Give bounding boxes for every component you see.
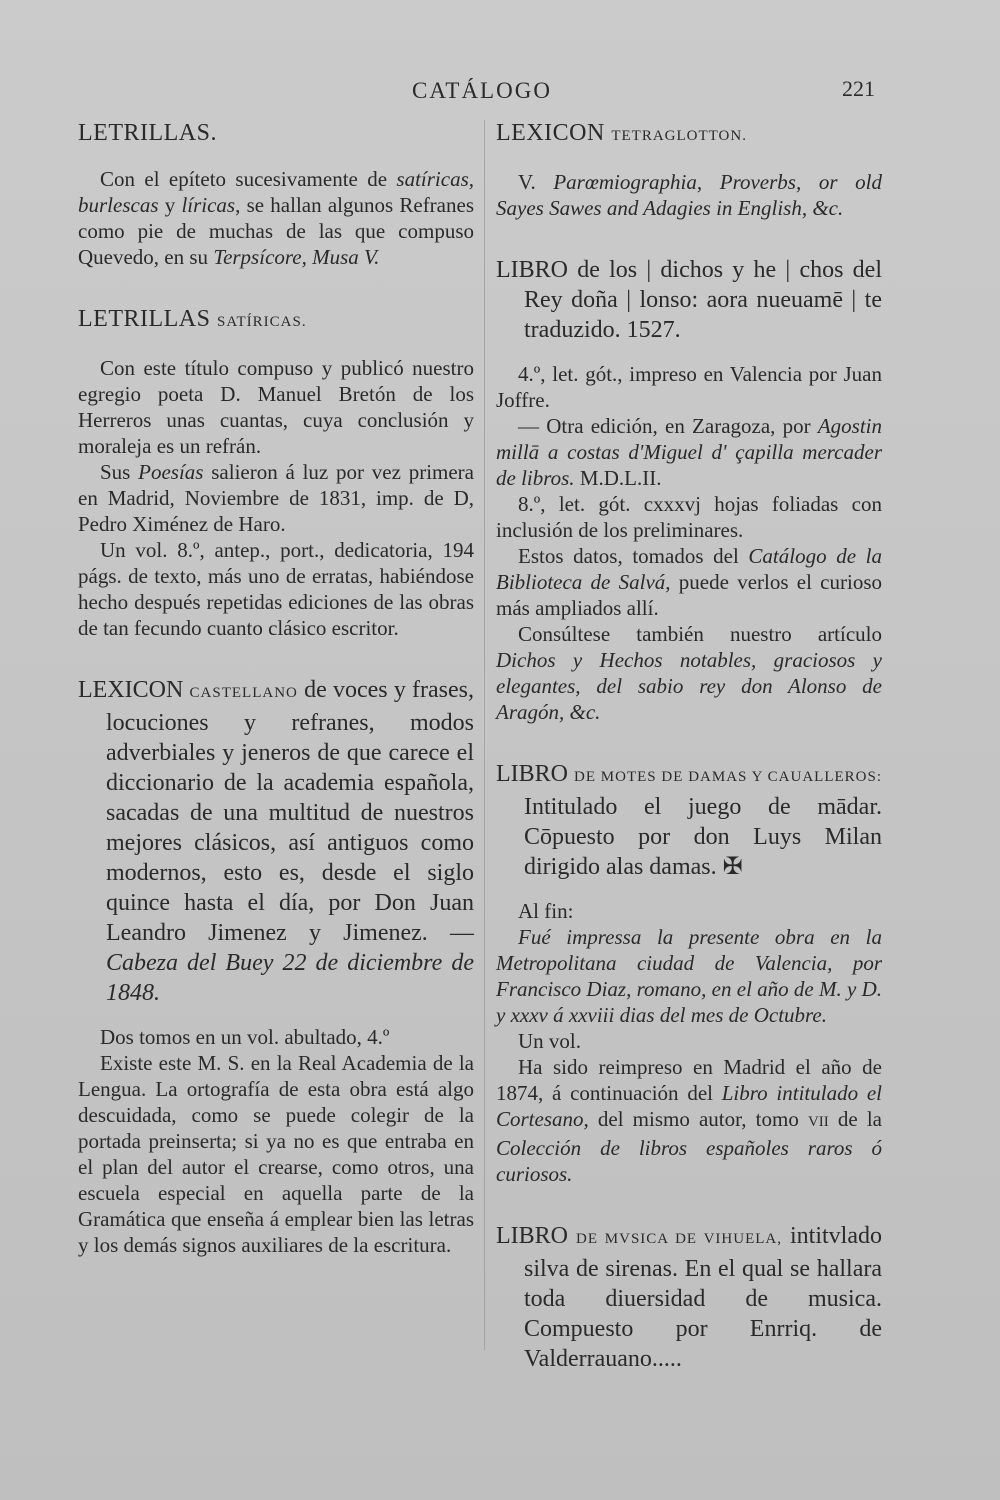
heading-smallcaps: DE MVSICA DE VIHUELA, <box>576 1231 782 1247</box>
entry-paragraph <box>78 459 474 537</box>
italic-run: Terpsícore, Musa V. <box>213 245 380 269</box>
heading-smallcaps: DE MOTES DE DAMAS Y CAUALLEROS: <box>574 769 882 785</box>
italic-run: Catálogo de la Biblioteca de Salvá, <box>496 544 882 594</box>
entry-heading: LIBRO de los | dichos y he | chos del Rey doña | lonso: aora nueuamē | te traduzido. 1527. <box>496 257 882 343</box>
entry-paragraph <box>496 924 882 1028</box>
smallcaps-run: VII <box>807 1114 829 1130</box>
entry-libro-musica <box>496 1221 882 1374</box>
italic-run: Libro intitulado el Cortesano, <box>496 1081 882 1131</box>
italic-run: Fué impressa la presente obra en la Metropolitana ciudad de Valencia, por Francisco Diaz, romano, en el año de M. y D. y xxxv á xxviii dias del mes de Octubre. <box>496 925 882 1027</box>
entry-paragraph <box>496 413 882 491</box>
text-run: puede verlos el curioso más ampliados allí. <box>496 570 882 620</box>
text-run: Consúltese también nuestro artículo <box>518 622 882 646</box>
entry-paragraph: Con este título compuso y publicó nuestro egregio poeta D. Manuel Bretón de los Herreros unas cuantas, cuya conclusión y moraleja es un refrán. <box>78 356 474 458</box>
entry-paragraph <box>496 169 882 221</box>
text-run: Estos datos, tomados del <box>518 544 749 568</box>
italic-run: satíricas, burlescas <box>78 167 474 217</box>
entry-libro-motes <box>496 759 882 1187</box>
heading-word: LEXICON <box>78 677 184 703</box>
text-run: salieron á luz por vez primera en Madrid, Noviembre de 1831, imp. de D, Pedro Ximénez de Haro. <box>78 460 474 536</box>
column-divider <box>484 120 485 1350</box>
running-title: CATÁLOGO <box>412 78 552 103</box>
italic-run: Poesías <box>138 460 204 484</box>
text-run: Ha sido reimpreso en Madrid el año de 1874, á continuación del <box>496 1055 882 1105</box>
entry-paragraph <box>496 1054 882 1187</box>
text-run: V. <box>518 170 554 194</box>
heading-smallcaps: TETRAGLOTTON. <box>611 128 747 144</box>
page-number: 221 <box>842 76 875 101</box>
entry-paragraph <box>496 543 882 621</box>
entry-paragraph: Al fin: <box>518 899 574 923</box>
text-run: Con el epíteto sucesivamente de <box>100 167 397 191</box>
entry-heading: LETRILLAS. <box>78 120 217 146</box>
entry-paragraph: Existe este M. S. en la Real Academia de la Lengua. La ortografía de esta obra está algo descuidada, como se puede colegir de la portada preinserta; si ya no es que entraba en el plan del autor el crearse, como otros, una escuela especial en aquella parte de la Gramática que enseña á emplear bien las letras y los demás signos auxiliares de la escritura. <box>78 1051 474 1257</box>
text-run: de la <box>828 1107 882 1131</box>
left-column <box>78 118 474 1292</box>
heading-smallcaps: CASTELLANO <box>189 685 298 701</box>
text-run: M.D.L.II. <box>574 466 662 490</box>
text-run: y <box>158 193 182 217</box>
text-run: , se hallan algunos Refranes como pie de muchas de las que compuso Quevedo, en su <box>78 193 474 269</box>
text-run: — Otra edición, en Zaragoza, por <box>518 414 818 438</box>
entry-paragraph: Dos tomos en un vol. abultado, 4.º <box>100 1025 390 1049</box>
running-head <box>0 76 1000 112</box>
heading-word: LIBRO <box>496 1223 568 1249</box>
entry-paragraph: 8.º, let. gót. cxxxvj hojas foliadas con inclusión de los preliminares. <box>496 492 882 542</box>
entry-letrillas <box>78 118 474 270</box>
entry-lexicon-tetraglotton <box>496 118 882 221</box>
heading-italic: Cabeza del Buey 22 de diciembre de 1848. <box>106 950 474 1006</box>
heading-word: LEXICON <box>496 120 605 146</box>
entry-heading <box>496 118 882 151</box>
italic-run: Colección de libros españoles raros ó curiosos. <box>496 1136 882 1186</box>
heading-smallcaps: SATÍRICAS. <box>216 314 307 330</box>
entry-paragraph <box>496 621 882 725</box>
heading-text: Intitulado el juego de mādar. Cōpuesto por don Luys Milan dirigido alas damas. ✠ <box>524 794 882 880</box>
italic-run: Dichos y Hechos notables, graciosos y elegantes, del sabio rey don Alonso de Aragón, &c. <box>496 648 882 724</box>
italic-run: líricas <box>181 193 236 217</box>
right-column <box>496 118 882 1408</box>
text-run: del mismo autor, tomo <box>588 1107 808 1131</box>
entry-heading <box>496 1221 882 1374</box>
entry-lexicon-castellano <box>78 675 474 1258</box>
heading-text: intitvlado silva de sirenas. En el qual se hallara toda diuersidad de musica. Compuesto por Enrriq. de Valderrauano..... <box>524 1223 882 1372</box>
entry-heading <box>496 759 882 882</box>
entry-letrillas-satiricas <box>78 304 474 641</box>
entry-heading <box>78 675 474 1008</box>
entry-paragraph <box>78 166 474 270</box>
entry-paragraph: Un vol. <box>518 1029 581 1053</box>
heading-word: LIBRO <box>496 761 568 787</box>
italic-run: Agostin millā a costas d'Miguel d' çapilla mercader de libros. <box>496 414 882 490</box>
entry-paragraph: 4.º, let. gót., impreso en Valencia por Juan Joffre. <box>496 362 882 412</box>
text-run: Sus <box>100 460 139 484</box>
heading-text: de voces y frases, locuciones y refranes, modos adverbiales y jeneros de que carece el diccionario de la academia española, sacadas de una multitud de nuestros mejores clásicos, así antiguos como modernos, esto es, desde el siglo quince hasta el día, por Don Juan Leandro Jimenez y Jimenez. — <box>106 677 475 946</box>
entry-heading <box>78 304 474 337</box>
entry-libro-dichos <box>496 255 882 725</box>
italic-run: Parœmiographia, Proverbs, or old Sayes Sawes and Adagies in English, &c. <box>496 170 882 220</box>
heading-word: LETRILLAS <box>78 306 211 332</box>
entry-paragraph: Un vol. 8.º, antep., port., dedicatoria, 194 págs. de texto, más uno de erratas, habiéndose hecho después repetidas ediciones de las obras de tan fecundo cuanto clásico escritor. <box>78 538 474 640</box>
